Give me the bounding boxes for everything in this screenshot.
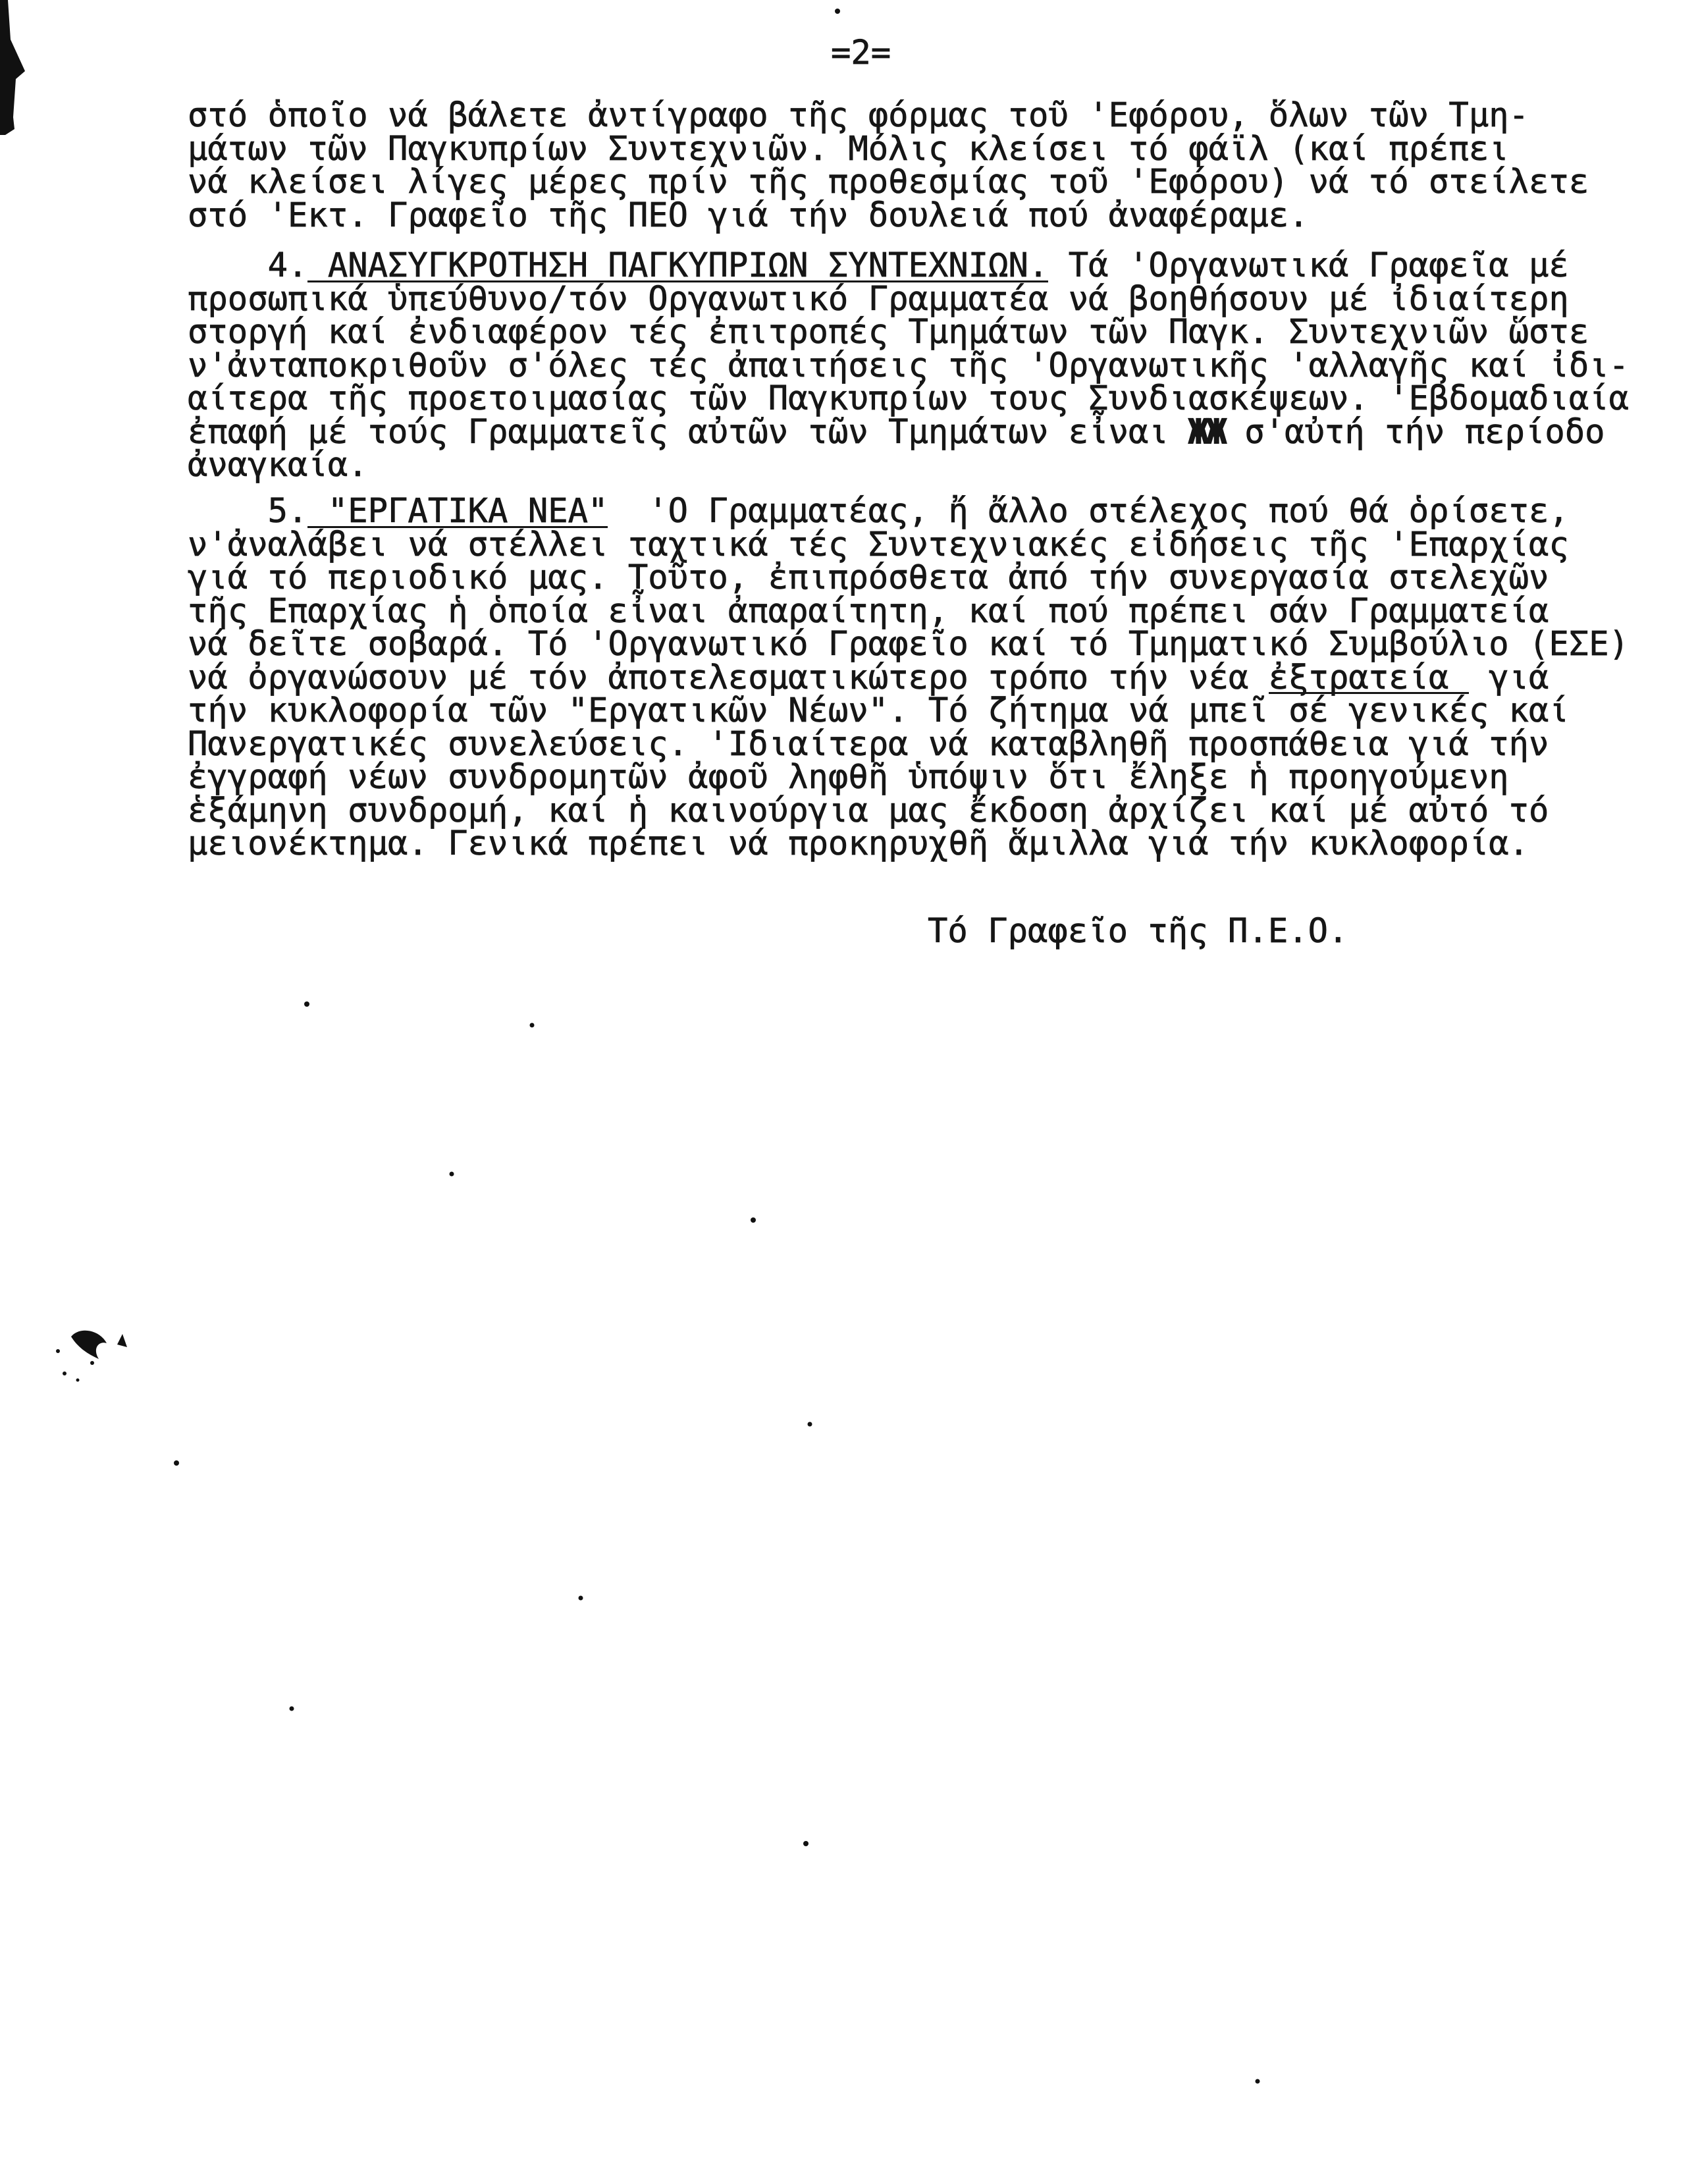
section-heading: "ΕΡΓΑΤΙΚΑ ΝΕΑ" bbox=[307, 494, 608, 528]
body-line: αίτερα τῆς προετοιμασίας τῶν Παγκυπρίων τους Συνδιασκέψεων. 'Εβδομαδιαία bbox=[188, 379, 1630, 417]
scan-speck bbox=[56, 1349, 60, 1353]
scan-speck bbox=[63, 1372, 66, 1375]
scan-speck bbox=[803, 1841, 809, 1846]
body-line: στοργή καί ἐνδιαφέρον τές ἐπιτροπές Τμημάτων τῶν Παγκ. Συντεχνιῶν ὥστε bbox=[188, 312, 1589, 351]
section-heading: ΑΝΑΣΥΓΚΡΟΤΗΣΗ ΠΑΓΚΥΠΡΙΩΝ ΣΥΝΤΕΧΝΙΩΝ. bbox=[307, 249, 1048, 282]
body-line: νά δεῖτε σοβαρά. Τό 'Οργανωτικό Γραφεῖο καί τό Τμηματικό Συμβούλιο (ΕΣΕ) bbox=[188, 624, 1630, 663]
scan-edge-mark bbox=[0, 0, 25, 135]
body-line: τῆς Επαρχίας ἡ ὁποία εἶναι ἀπαραίτητη, καί πού πρέπει σάν Γραμματεία bbox=[188, 591, 1549, 630]
section-number: 5. bbox=[267, 491, 308, 530]
body-line: νά κλείσει λίγες μέρες πρίν τῆς προθεσμίας τοῦ 'Εφόρου) νά τό στείλετε bbox=[188, 162, 1589, 201]
body-line: ν'ἀνταποκριθοῦν σ'όλες τές ἀπαιτήσεις τῆς 'Οργανωτικῆς 'αλλαγῆς καί ἰδι- bbox=[188, 345, 1630, 385]
body-line: ἐγγραφή νέων συνδρομητῶν ἀφοῦ ληφθῆ ὑπόψιν ὅτι ἔληξε ἡ προηγούμενη bbox=[188, 757, 1509, 796]
body-line: τήν κυκλοφορία τῶν "Εργατικῶν Νέων". Τό ζήτημα νά μπεῖ σέ γενικές καί bbox=[188, 691, 1569, 730]
section-5-first-line bbox=[188, 491, 1629, 530]
body-line: στό ὁποῖο νά βάλετε ἀντίγραφο τῆς φόρμας τοῦ 'Εφόρου, ὅλων τῶν Τμη- bbox=[188, 95, 1529, 134]
scan-speck bbox=[1256, 2079, 1260, 2084]
scan-speck bbox=[579, 1596, 583, 1601]
punch-hole-mark bbox=[117, 1334, 127, 1347]
section-5 bbox=[188, 491, 1630, 863]
page-number: =2= bbox=[831, 33, 891, 72]
body-text: ἐπαφή μέ τούς Γραμματεῖς αὐτῶν τῶν Τμημάτων εἶναι bbox=[188, 412, 1169, 451]
paragraph-continuation bbox=[188, 95, 1589, 234]
signature: Τό Γραφεῖο τῆς Π.Ε.Ο. bbox=[928, 911, 1348, 950]
body-text: γιά bbox=[1489, 657, 1549, 697]
body-line: ἑξάμηνη συνδρομή, καί ἡ καινούργια μας ἔκδοση ἀρχίζει καί μέ αὐτό τό bbox=[188, 790, 1549, 830]
scan-speck bbox=[90, 1361, 94, 1365]
section-4 bbox=[188, 246, 1630, 484]
scan-speck bbox=[808, 1422, 812, 1427]
body-line: ἀναγκαία. bbox=[188, 445, 368, 484]
body-line: γιά τό περιοδικό μας. Τοῦτο, ἐπιπρόσθετα ἀπό τήν συνεργασία στελεχῶν bbox=[188, 558, 1549, 597]
body-line: ν'ἀναλάβει νά στέλλει ταχτικά τές Συντεχνιακές εἰδήσεις τῆς 'Επαρχίας bbox=[188, 524, 1569, 564]
body-line: μάτων τῶν Παγκυπρίων Συντεχνιῶν. Μόλις κλείσει τό φάϊλ (καί πρέπει bbox=[188, 128, 1509, 168]
scan-speck bbox=[174, 1460, 179, 1466]
body-text: νά ὀργανώσουν μέ τόν ἀποτελεσματικώτερο τρόπο τήν νέα bbox=[188, 657, 1249, 697]
scan-speck bbox=[530, 1023, 535, 1028]
body-line bbox=[188, 412, 1629, 451]
body-text: Τά 'Οργανωτικά Γραφεῖα μέ bbox=[1068, 246, 1569, 284]
section-number: 4. bbox=[267, 246, 308, 284]
body-line: προσωπικά ὑπεύθυνο/τόν Οργανωτικό Γραμματέα νά βοηθήσουν μέ ἰδιαίτερη bbox=[188, 279, 1569, 318]
scan-speck bbox=[76, 1379, 80, 1382]
punch-hole-mark bbox=[71, 1331, 107, 1359]
scan-speck bbox=[290, 1707, 294, 1711]
scan-speck bbox=[304, 1001, 309, 1007]
body-text: 'Ο Γραμματέας, ἤ ἄλλο στέλεχος πού θά ὁρίσετε, bbox=[648, 491, 1569, 530]
body-line: στό 'Εκτ. Γραφεῖο τῆς ΠΕΟ γιά τήν δουλειά πού ἀναφέραμε. bbox=[188, 195, 1309, 234]
body-line: Πανεργατικές συνελεύσεις. 'Ιδιαίτερα νά καταβληθῆ προσπάθεια γιά τήν bbox=[188, 724, 1549, 763]
underlined-word: ἐξτρατεία bbox=[1269, 661, 1469, 695]
body-line bbox=[188, 657, 1629, 697]
scan-speck bbox=[751, 1217, 756, 1223]
scan-speck bbox=[835, 9, 840, 14]
body-text: σ'αὐτή τήν περίοδο bbox=[1244, 412, 1605, 451]
body-line: μειονέκτημα. Γενικά πρέπει νά προκηρυχθῆ ἅμιλλα γιά τήν κυκλοφορία. bbox=[188, 824, 1529, 863]
scan-speck bbox=[450, 1172, 454, 1177]
typed-overstrike: ЖЖ bbox=[1188, 412, 1225, 451]
section-4-first-line bbox=[188, 246, 1629, 284]
